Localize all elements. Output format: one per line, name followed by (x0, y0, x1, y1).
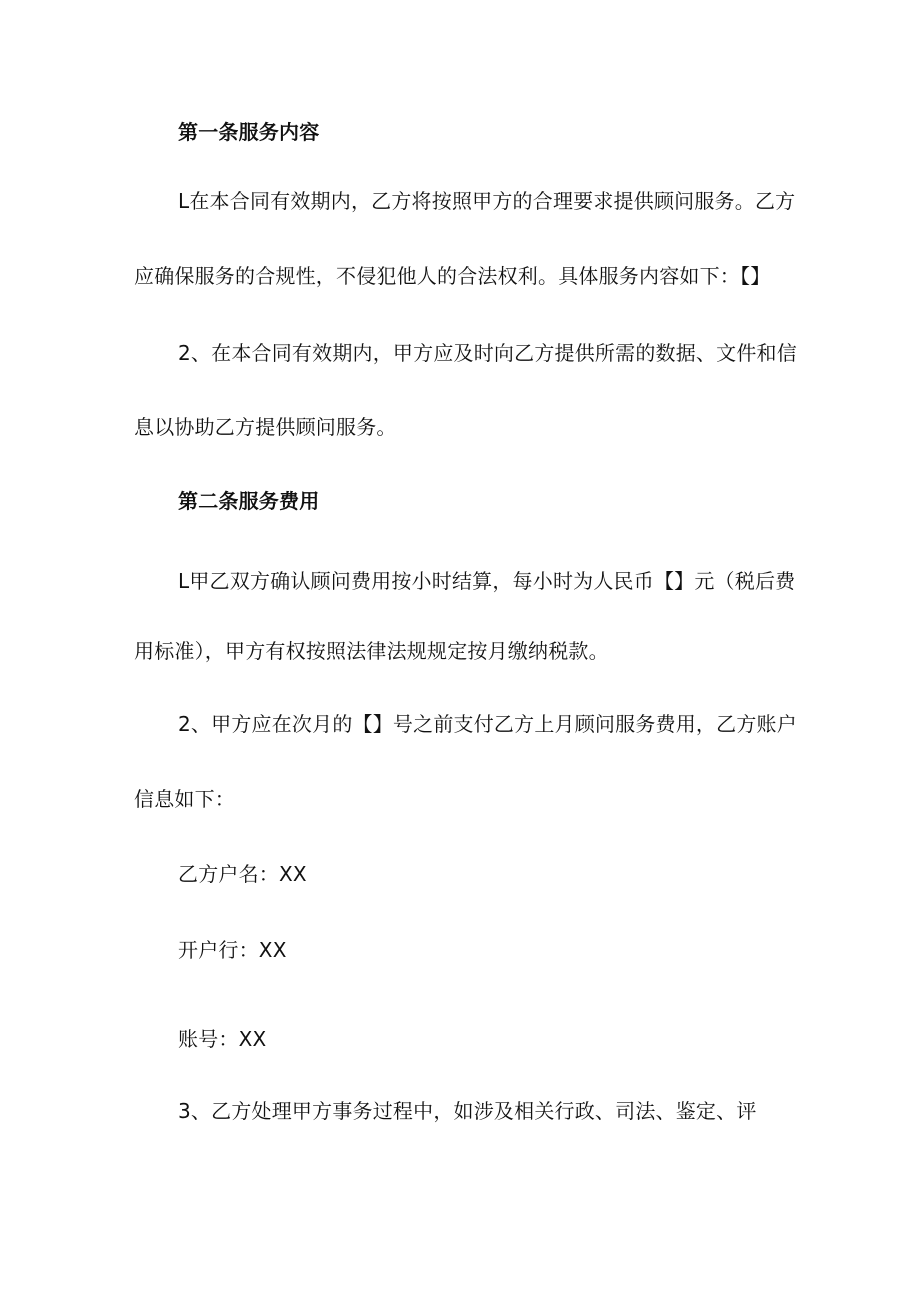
article-2-clause-2-line-2: 信息如下： (134, 787, 235, 811)
article-1-clause-2-line-1: 2、在本合同有效期内，甲方应及时向乙方提供所需的数据、文件和信 (178, 341, 797, 365)
article-1-title: 第一条服务内容 (178, 120, 320, 144)
article-2-title: 第二条服务费用 (178, 489, 320, 513)
article-2-clause-1-line-2: 用标准），甲方有权按照法律法规规定按月缴纳税款。 (134, 639, 609, 663)
article-2-clause-1-line-1: L甲乙双方确认顾问费用按小时结算，每小时为人民币【】元（税后费 (178, 569, 796, 593)
article-2-clause-2-line-1: 2、甲方应在次月的【】号之前支付乙方上月顾问服务费用，乙方账户 (178, 712, 797, 736)
article-1-clause-2-line-2: 息以协助乙方提供顾问服务。 (134, 415, 397, 439)
account-name: 乙方户名：XX (178, 862, 307, 886)
article-1-clause-1-line-2: 应确保服务的合规性，不侵犯他人的合法权利。具体服务内容如下：【】 (134, 264, 771, 288)
article-1-clause-1-line-1: L在本合同有效期内，乙方将按照甲方的合理要求提供顾问服务。乙方 (178, 189, 796, 213)
article-2-clause-3-line-1: 3、乙方处理甲方事务过程中，如涉及相关行政、司法、鉴定、评 (178, 1099, 757, 1123)
account-number: 账号：XX (178, 1027, 267, 1051)
bank-name: 开户行：XX (178, 938, 287, 962)
